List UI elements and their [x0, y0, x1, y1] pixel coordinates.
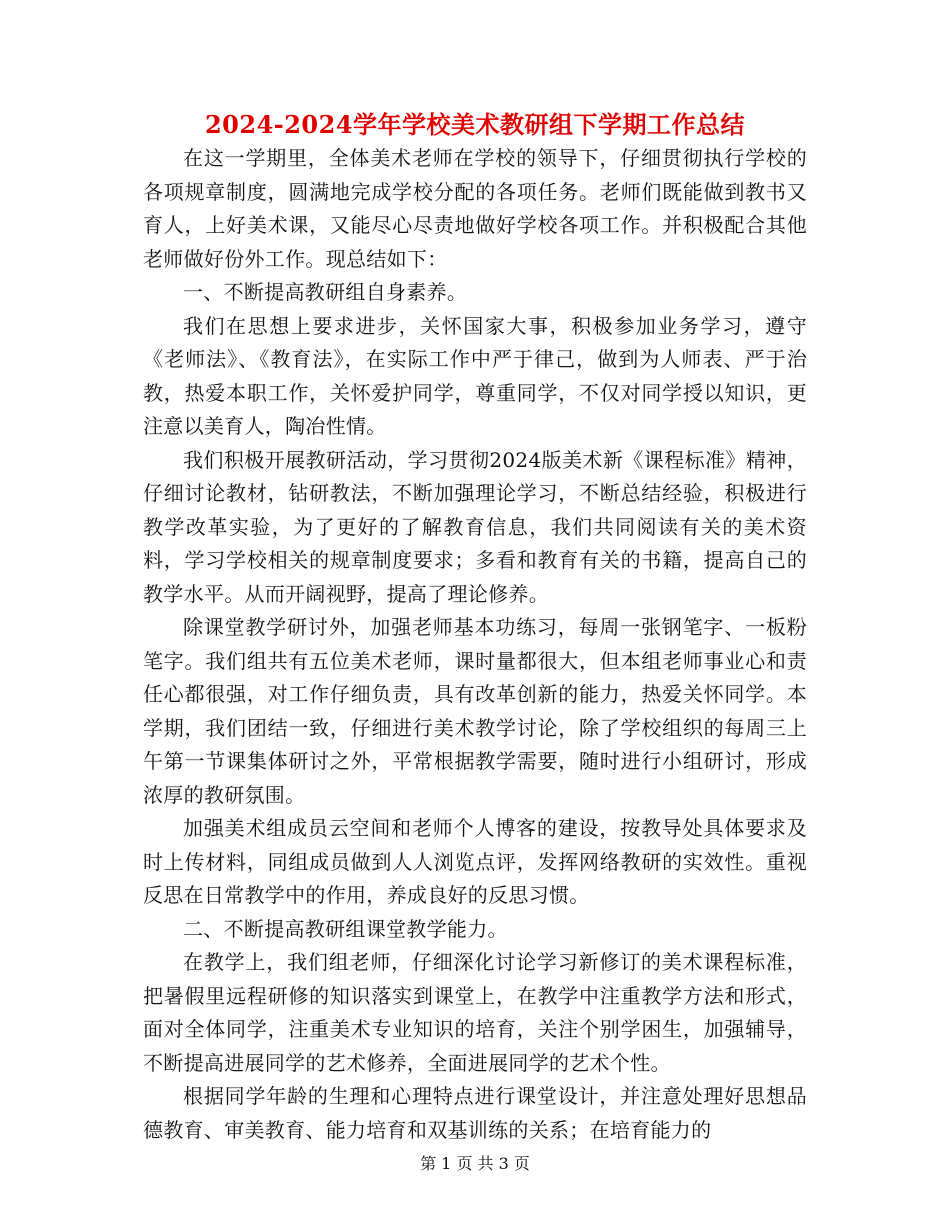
paragraph: 在教学上，我们组老师，仔细深化讨论学习新修订的美术课程标准，把暑假里远程研修的知识落实到课堂上，在教学中注重教学方法和形式，面对全体同学，注重美术专业知识的培育，关注个别学困生，加强辅导，不断提高进展同学的艺术修养，全面进展同学的艺术个性。: [143, 950, 807, 1075]
paragraph: 在这一学期里，全体美术老师在学校的领导下，仔细贯彻执行学校的各项规章制度，圆满地完成学校分配的各项任务。老师们既能做到教书又育人，上好美术课，又能尽心尽责地做好学校各项工作。并积极配合其他老师做好份外工作。现总结如下：: [143, 146, 807, 271]
paragraph: 根据同学年龄的生理和心理特点进行课堂设计，并注意处理好思想品德教育、审美教育、能力培育和双基训练的关系；在培育能力的: [143, 1084, 807, 1142]
paragraph: 除课堂教学研讨外，加强老师基本功练习，每周一张钢笔字、一板粉笔字。我们组共有五位美术老师，课时量都很大，但本组老师事业心和责任心都很强，对工作仔细负责，具有改革创新的能力，热爱关怀同学。本学期，我们团结一致，仔细进行美术教学讨论，除了学校组织的每周三上午第一节课集体研讨之外，平常根据教学需要，随时进行小组研讨，形成浓厚的教研氛围。: [143, 615, 807, 807]
paragraph: 我们积极开展教研活动，学习贯彻2024版美术新《课程标准》精神，仔细讨论教材，钻研教法，不断加强理论学习，不断总结经验，积极进行教学改革实验，为了更好的了解教育信息，我们共同阅读有关的美术资料，学习学校相关的规章制度要求；多看和教育有关的书籍，提高自己的教学水平。从而开阔视野，提高了理论修养。: [143, 447, 807, 606]
page-number-footer: 第 1 页 共 3 页: [420, 1154, 530, 1173]
section-heading: 一、不断提高教研组自身素养。: [183, 280, 468, 304]
document-body: [143, 142, 807, 1147]
document-title: 2024-2024学年学校美术教研组下学期工作总结: [204, 110, 746, 139]
section-heading: 二、不断提高教研组课堂教学能力。: [183, 916, 508, 941]
paragraph: 我们在思想上要求进步，关怀国家大事，积极参加业务学习，遵守《老师法》、《教育法》，在实际工作中严于律己，做到为人师表、严于治教，热爱本职工作，关怀爱护同学，尊重同学，不仅对同学授以知识，更注意以美育人，陶冶性情。: [143, 313, 807, 438]
paragraph: 加强美术组成员云空间和老师个人博客的建设，按教导处具体要求及时上传材料，同组成员做到人人浏览点评，发挥网络教研的实效性。重视反思在日常教学中的作用，养成良好的反思习惯。: [143, 816, 807, 907]
